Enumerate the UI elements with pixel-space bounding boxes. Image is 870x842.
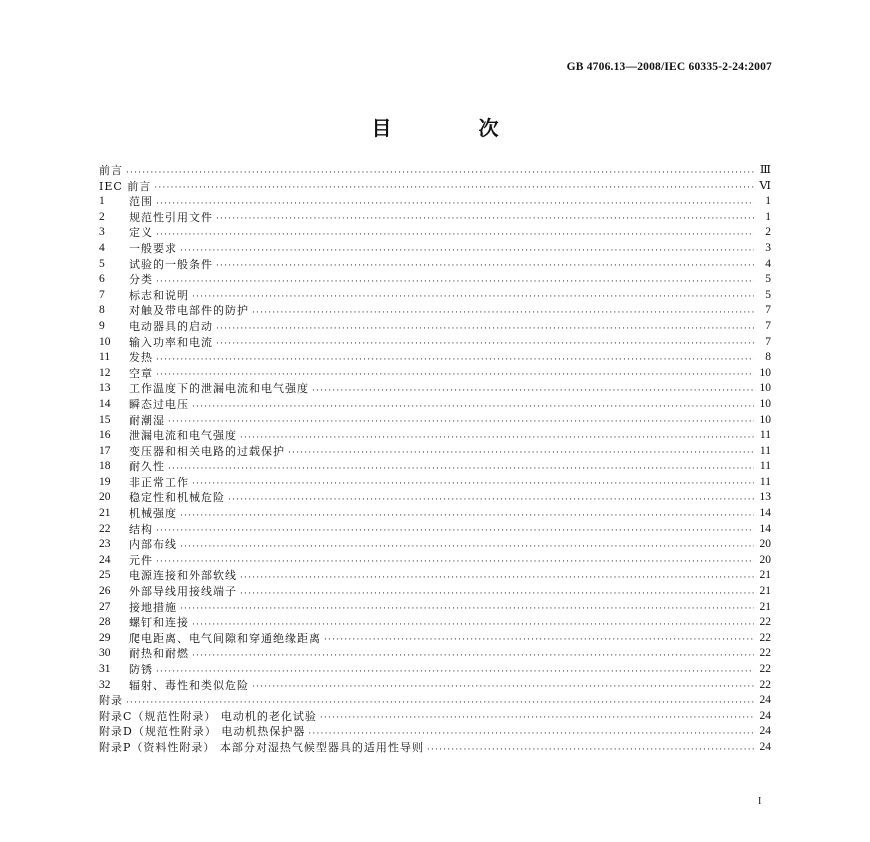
- toc-entry-number: 31: [99, 663, 111, 675]
- toc-entry-number: 15: [99, 413, 111, 426]
- toc-entry-title: 机械强度: [129, 507, 177, 521]
- toc-entry: [99, 288, 771, 304]
- dot-leader: [192, 478, 754, 490]
- dot-leader: [240, 432, 754, 444]
- page-title: 目 次: [371, 116, 539, 140]
- toc-entry: [99, 740, 771, 756]
- toc-entry-number: 5: [99, 257, 105, 270]
- toc-entry-title: 标志和说明: [129, 288, 189, 302]
- dot-leader: [192, 650, 754, 662]
- toc-entry: [99, 678, 771, 694]
- toc-entry-title: 前言: [99, 164, 123, 177]
- toc-entry-title: 工作温度下的泄漏电流和电气强度: [129, 382, 309, 396]
- toc-entry-number: 11: [99, 351, 111, 364]
- toc-entry: [99, 693, 771, 709]
- toc-entry-title: 泄漏电流和电气强度: [129, 429, 237, 443]
- dot-leader: [216, 323, 754, 335]
- toc-entry-page: 24: [759, 709, 771, 722]
- dot-leader: [192, 401, 754, 413]
- toc-entry-title: 电动器具的启动: [129, 319, 213, 333]
- toc-entry: [99, 194, 771, 210]
- dot-leader: [156, 198, 754, 210]
- toc-entry-title: 稳定性和机械危险: [129, 491, 225, 505]
- toc-entry: [99, 553, 771, 569]
- toc-entry: [99, 257, 771, 273]
- toc-entry-number: 1: [99, 195, 105, 208]
- toc-entry-number: 17: [99, 444, 111, 457]
- toc-entry-page: Ⅵ: [759, 179, 771, 192]
- toc-entry-page: 7: [765, 319, 771, 332]
- toc-entry-number: 10: [99, 335, 111, 348]
- toc-entry-title: 空章: [129, 366, 153, 380]
- toc-entry-page: 11: [759, 429, 771, 442]
- toc-entry-number: 26: [99, 585, 111, 598]
- toc-entry-number: 4: [99, 241, 105, 254]
- toc-entry-page: 24: [759, 694, 771, 707]
- dot-leader: [216, 338, 754, 350]
- dot-leader: [180, 603, 754, 615]
- toc-entry-page: 3: [765, 241, 771, 254]
- toc-entry-number: 8: [99, 304, 105, 317]
- toc-entry-number: 30: [99, 647, 111, 660]
- dot-leader: [320, 712, 754, 724]
- dot-leader: [168, 416, 754, 428]
- toc-entry: [99, 381, 771, 397]
- toc-entry-page: 10: [759, 397, 771, 410]
- dot-leader: [180, 541, 754, 553]
- toc-entry-page: 22: [759, 647, 771, 660]
- toc-entry-number: 13: [99, 382, 111, 395]
- toc-entry: [99, 584, 771, 600]
- toc-entry-title: 螺钉和连接: [129, 616, 189, 630]
- toc-entry-number: 2: [99, 210, 105, 223]
- dot-leader: [126, 697, 754, 709]
- toc-entry: [99, 444, 771, 460]
- toc-entry-number: 7: [99, 288, 105, 301]
- dot-leader: [308, 728, 754, 740]
- toc-entry-number: 6: [99, 273, 105, 286]
- toc-entry-page: 5: [765, 288, 771, 301]
- toc-entry-number: 24: [99, 553, 111, 566]
- toc-entry-title: 元件: [129, 553, 153, 567]
- dot-leader: [154, 182, 754, 194]
- toc-entry-number: 14: [99, 397, 111, 410]
- toc-entry-page: 11: [759, 460, 771, 473]
- toc-entry-page: 21: [759, 585, 771, 598]
- toc-entry-title: 电源连接和外部软线: [129, 569, 237, 583]
- dot-leader: [216, 260, 754, 272]
- toc-entry-page: 1: [765, 210, 771, 223]
- dot-leader: [216, 213, 754, 225]
- dot-leader: [180, 245, 754, 257]
- dot-leader: [156, 556, 754, 568]
- dot-leader: [180, 510, 754, 522]
- toc-entry-number: 9: [99, 319, 105, 332]
- toc-entry-page: 11: [759, 444, 771, 457]
- toc-entry-number: 20: [99, 491, 111, 504]
- toc-entry-title: 瞬态过电压: [129, 397, 189, 411]
- toc-entry-title: 耐久性: [129, 460, 165, 474]
- toc-entry-title: 附录P（资料性附录） 本部分对湿热气候型器具的适用性导则: [99, 740, 424, 754]
- toc-entry-page: 8: [765, 351, 771, 364]
- toc-entry-page: 24: [759, 740, 771, 753]
- toc-entry-title: 防锈: [129, 663, 153, 676]
- toc-entry-title: 爬电距离、电气间隙和穿通绝缘距离: [129, 631, 321, 645]
- dot-leader: [168, 463, 754, 475]
- toc-entry-title: 输入功率和电流: [129, 335, 213, 349]
- dot-leader: [156, 276, 754, 288]
- toc-entry-page: 1: [765, 195, 771, 208]
- toc-entry-title: 试验的一般条件: [129, 257, 213, 271]
- toc-entry-title: 范围: [129, 195, 153, 209]
- toc-entry-number: 28: [99, 616, 111, 629]
- dot-leader: [240, 572, 754, 584]
- toc-entry-title: 对触及带电部件的防护: [129, 304, 249, 318]
- dot-leader: [228, 494, 754, 506]
- toc-entry-page: 10: [759, 366, 771, 379]
- toc-entry-title: 发热: [129, 351, 153, 365]
- toc-entry: [99, 350, 771, 366]
- toc-entry-number: 32: [99, 678, 111, 691]
- toc-entry: [99, 303, 771, 319]
- toc-entry-title: 分类: [129, 273, 153, 287]
- toc-entry-number: 18: [99, 460, 111, 473]
- table-of-contents: [99, 163, 771, 756]
- toc-entry-page: 24: [759, 725, 771, 738]
- toc-entry-number: 23: [99, 538, 111, 551]
- toc-entry-title: 附录C（规范性附录） 电动机的老化试验: [99, 709, 317, 723]
- toc-entry-page: 7: [765, 335, 771, 348]
- toc-entry-number: 29: [99, 631, 111, 644]
- toc-entry-number: 27: [99, 600, 111, 613]
- toc-entry-title: 一般要求: [129, 241, 177, 255]
- toc-entry-page: 13: [759, 491, 771, 504]
- dot-leader: [192, 619, 754, 631]
- toc-entry-page: Ⅲ: [759, 164, 771, 176]
- toc-entry: [99, 506, 771, 522]
- toc-entry-page: 14: [759, 522, 771, 535]
- toc-entry-page: 10: [759, 413, 771, 426]
- dot-leader: [192, 291, 754, 303]
- dot-leader: [324, 634, 754, 646]
- toc-entry-page: 21: [759, 569, 771, 582]
- toc-entry: [99, 724, 771, 740]
- toc-entry-title: 耐潮湿: [129, 413, 165, 427]
- toc-entry: [99, 600, 771, 616]
- toc-entry: [99, 163, 771, 179]
- dot-leader: [252, 307, 754, 319]
- toc-entry: [99, 397, 771, 413]
- toc-entry: [99, 459, 771, 475]
- toc-entry: [99, 615, 771, 631]
- toc-entry: [99, 709, 771, 725]
- toc-entry: [99, 568, 771, 584]
- toc-entry-page: 22: [759, 678, 771, 691]
- standard-number: GB 4706.13—2008/IEC 60335-2-24:2007: [566, 61, 772, 73]
- toc-entry-title: 耐热和耐燃: [129, 647, 189, 661]
- toc-entry-page: 14: [759, 507, 771, 520]
- toc-entry-title: 接地措施: [129, 600, 177, 614]
- toc-entry: [99, 335, 771, 351]
- toc-entry-page: 11: [759, 475, 771, 488]
- footer-page-number: I: [758, 796, 762, 807]
- toc-entry-title: 非正常工作: [129, 475, 189, 489]
- toc-entry-title: 辐射、毒性和类似危险: [129, 678, 249, 692]
- toc-entry: [99, 490, 771, 506]
- toc-entry: [99, 413, 771, 429]
- toc-entry: [99, 522, 771, 538]
- toc-entry: [99, 179, 771, 195]
- toc-entry-title: 附录: [99, 694, 123, 708]
- dot-leader: [156, 229, 754, 241]
- toc-entry: [99, 319, 771, 335]
- dot-leader: [156, 666, 754, 678]
- toc-entry: [99, 646, 771, 662]
- toc-entry-number: 16: [99, 429, 111, 442]
- toc-entry-page: 2: [765, 226, 771, 239]
- toc-entry-page: 10: [759, 382, 771, 395]
- toc-entry: [99, 662, 771, 678]
- dot-leader: [126, 167, 754, 179]
- toc-entry: [99, 225, 771, 241]
- toc-entry-title: 内部布线: [129, 538, 177, 552]
- toc-entry: [99, 241, 771, 257]
- toc-entry-title: 定义: [129, 226, 153, 240]
- toc-entry-page: 21: [759, 600, 771, 613]
- toc-entry: [99, 366, 771, 382]
- toc-entry: [99, 428, 771, 444]
- toc-entry-title: 外部导线用接线端子: [129, 585, 237, 599]
- dot-leader: [427, 744, 754, 756]
- toc-entry-number: 25: [99, 569, 111, 582]
- toc-entry-number: 21: [99, 507, 111, 520]
- toc-entry-title: 变压器和相关电路的过载保护: [129, 444, 285, 458]
- toc-entry-page: 22: [759, 616, 771, 629]
- toc-entry: [99, 537, 771, 553]
- toc-entry-number: 22: [99, 522, 111, 535]
- toc-entry-page: 22: [759, 631, 771, 644]
- toc-entry-page: 4: [765, 257, 771, 270]
- toc-entry: [99, 210, 771, 226]
- toc-entry-number: 3: [99, 226, 105, 239]
- dot-leader: [312, 385, 754, 397]
- dot-leader: [240, 588, 754, 600]
- toc-entry-title: IEC 前言: [99, 179, 152, 193]
- toc-entry: [99, 475, 771, 491]
- dot-leader: [156, 369, 754, 381]
- toc-entry-number: 12: [99, 366, 111, 379]
- toc-entry-page: 20: [759, 553, 771, 566]
- toc-entry-page: 5: [765, 273, 771, 286]
- toc-entry-page: 7: [765, 304, 771, 317]
- toc-entry-number: 19: [99, 475, 111, 488]
- toc-entry-title: 附录D（规范性附录） 电动机热保护器: [99, 725, 306, 739]
- dot-leader: [252, 681, 754, 693]
- dot-leader: [156, 525, 754, 537]
- dot-leader: [156, 354, 754, 366]
- dot-leader: [288, 447, 754, 459]
- toc-entry: [99, 631, 771, 647]
- toc-entry-title: 结构: [129, 522, 153, 536]
- toc-entry-page: 20: [759, 538, 771, 551]
- toc-entry-title: 规范性引用文件: [129, 210, 213, 224]
- toc-entry-page: 22: [759, 663, 771, 675]
- toc-entry: [99, 272, 771, 288]
